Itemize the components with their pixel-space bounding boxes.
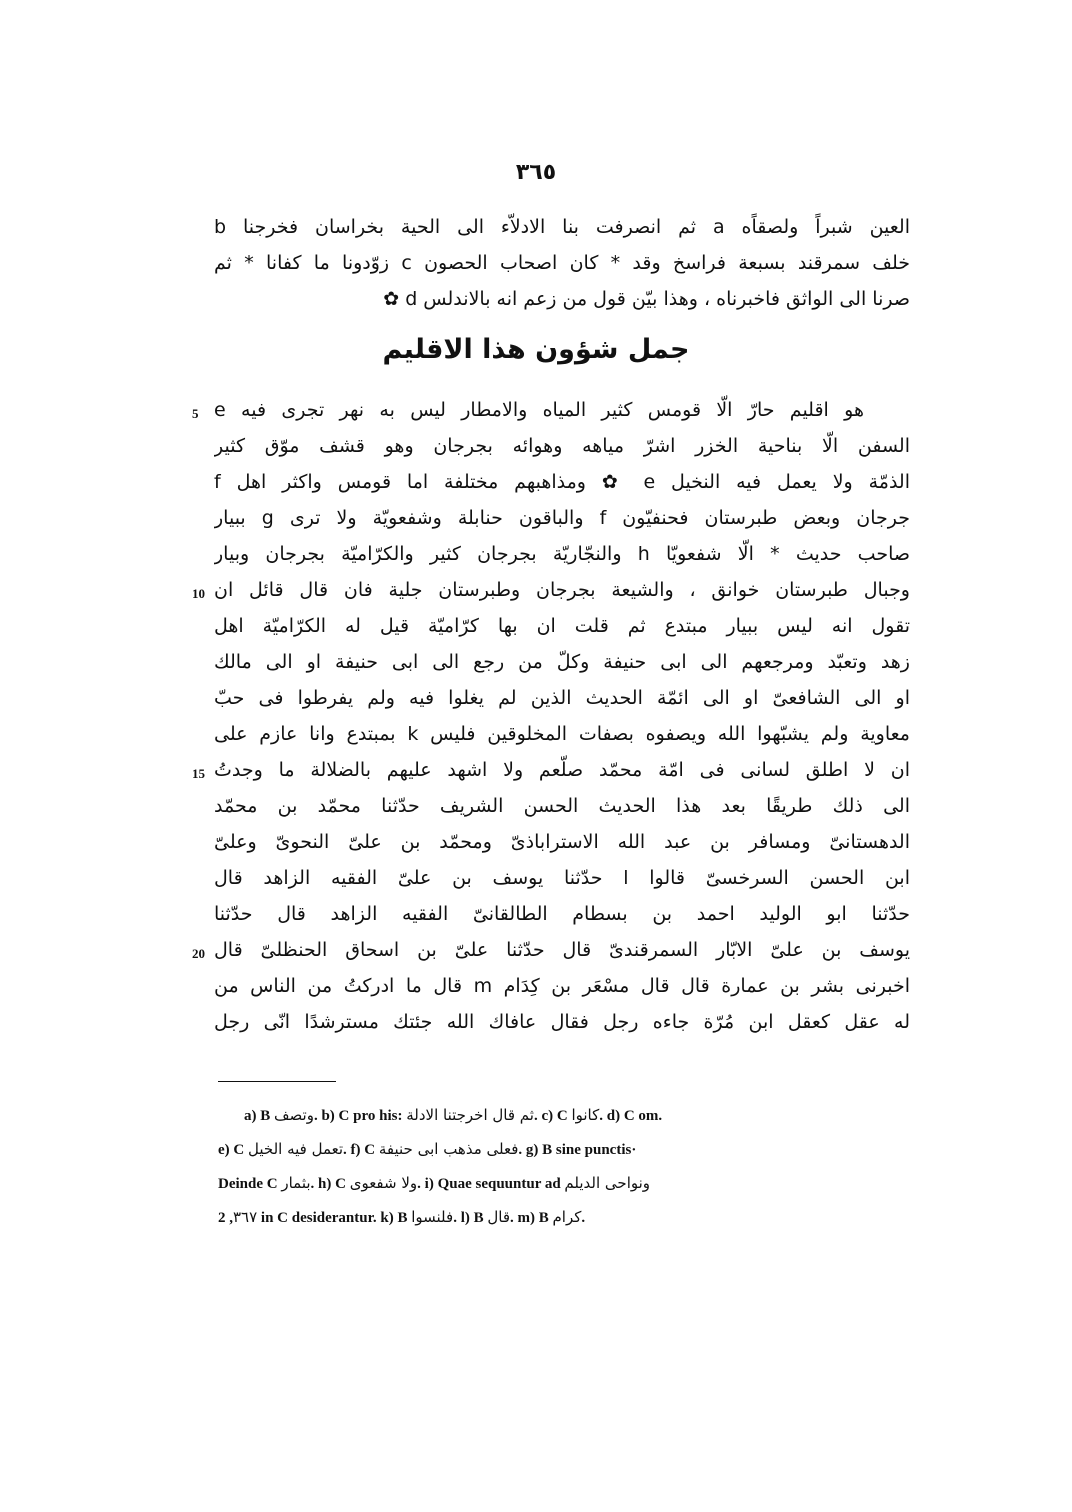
footnote-text: Deinde C <box>218 1176 282 1192</box>
line-number: 20 <box>192 946 205 961</box>
text-line: وجبال طبرستان خوانق ، والشيعة بجرجان وطبرستان جلية فان قال قائل ان <box>214 579 910 601</box>
footnote-text: . c) C <box>533 1108 572 1124</box>
footnote-arabic: وتصف <box>274 1106 314 1124</box>
text-line: جرجان وبعض طبرستان فحنفيّون f والباقون حنابلة وشفعويّة ولا ترى g ببيار <box>214 507 910 529</box>
footnote-line <box>218 1202 858 1232</box>
footnote-arabic: ثم قال اخرجتنا الادلة <box>406 1106 534 1124</box>
footnote-arabic: تعمل فيه الخيل <box>248 1140 344 1158</box>
text-line: ابن الحسن السرخسىّ قالوا l حدّثنا يوسف بن علىّ الفقيه الزاهد قال <box>214 867 910 889</box>
text-line: هو اقليم حارّ الّا قومس كثير المياه والامطار ليس به نهر تجرى فيه e <box>214 399 864 421</box>
footnote-arabic: ونواحى الديلم <box>564 1174 651 1192</box>
text-line: الى ذلك طريقًا بعد هذا الحديث الحسن الشريف حدّثنا محمّد بن محمّد <box>214 795 910 817</box>
footnote-arabic: فعلى مذهب ابى حنيفة <box>378 1140 519 1158</box>
text-line: اخبرنى بشر بن عمارة قال قال مسْعَر بن كِدَام m قال ما ادركتُ من الناس من <box>214 975 910 997</box>
footnote-text: . h) C <box>310 1176 350 1192</box>
footnote-text: , 2 in C desiderantur. k) B <box>218 1210 412 1226</box>
line-number: 5 <box>192 406 199 421</box>
line-number: 15 <box>192 766 205 781</box>
text-line: الدهستانىّ ومسافر بن عبد الله الاستراباذىّ ومحمّد بن علىّ النحوىّ وعلىّ <box>214 831 910 853</box>
footnote-line <box>244 1100 884 1130</box>
text-line: صرنا الى الواثق فاخبرناه ، وهذا بيّن قول من زعم انه بالاندلس d ✿ <box>383 288 910 310</box>
footnote-text: . <box>581 1210 586 1226</box>
text-line: تقول انه ليس ببيار مبتدع ثم قلت ان بها كرّاميّة قيل له الكرّاميّة اهل <box>214 615 910 637</box>
text-line: العين شبراً ولصقاًه a ثم انصرفت بنا الادلاّء الى الحية بخراسان فخرجنا b <box>214 216 910 238</box>
text-line: السفن الّا بناحية الخزر اشرّ مياهه وهوائه بجرجان وهو قشف موّق كثير <box>214 435 910 457</box>
footnote-text: . g) B sine punctis· <box>518 1142 637 1158</box>
footnote-arabic: ٣٦٧ <box>233 1208 258 1226</box>
text-line: ان لا اطلق لسانى فى امّة محمّد صلّعم ولا اشهد عليهم بالضلالة ما وجدتُ <box>214 759 910 781</box>
footnote-arabic: ولا شفعوى <box>349 1174 418 1192</box>
footnote-text: . l) B <box>453 1210 488 1226</box>
footnote-line <box>218 1134 858 1164</box>
footnote-arabic: كانوا <box>571 1106 600 1124</box>
footnote-text: . f) C <box>343 1142 379 1158</box>
text-line: حدّثنا ابو الوليد احمد بن بسطام الطالقانىّ الفقيه الزاهد قال حدّثنا <box>214 903 910 925</box>
footnote-text: . d) C om. <box>599 1108 663 1124</box>
text-line: صاحب حديث * الّا شفعويّا h والنجّاريّة بجرجان كثير والكرّاميّة بجرجان وبيار <box>214 543 910 565</box>
footnote-text: . i) Quae sequuntur ad <box>417 1176 565 1192</box>
footnote-text: e) C <box>218 1142 248 1158</box>
text-line: له عقل كعقل ابن مُرّة جاءه رجل فقال عافاك الله جئتك مسترشدًا انّى رجل <box>214 1011 910 1033</box>
text-line: الذمّة ولا يعمل فيه النخيل e ✿ ومذاهبهم مختلفة اما قومس واكثر اهل f <box>214 471 910 493</box>
footnote-text: . m) B <box>510 1210 553 1226</box>
section-heading: جمل شؤون هذا الاقليم <box>382 334 690 365</box>
text-line: معاوية ولم يشبّهوا الله ويصفوه بصفات المخلوقين فليس k بمبتدع وانا عازم على <box>214 723 910 745</box>
footnote-arabic: بثمار <box>281 1174 311 1192</box>
line-number: 10 <box>192 586 205 601</box>
footnote-text: . b) C pro his: <box>313 1108 407 1124</box>
footnote-arabic: فلنسوا <box>411 1208 454 1226</box>
footnote-rule <box>218 1081 336 1082</box>
text-line: زهد وتعبّد ومرجعهم الى ابى حنيفة وكلّ من رجع الى ابى حنيفة او الى مالك <box>214 651 910 673</box>
footnote-text: a) B <box>244 1108 274 1124</box>
footnote-arabic: قال <box>487 1208 511 1226</box>
footnote-arabic: كرام <box>552 1208 582 1226</box>
text-line: يوسف بن علىّ الابّار السمرقندىّ قال حدّثنا علىّ بن اسحاق الحنظلىّ قال <box>214 939 910 961</box>
text-line: خلف سمرقند بسبعة فراسخ وقد * كان اصحاب الحصون c زوّدونا ما كفانا * ثم <box>214 252 910 274</box>
footnote-line <box>218 1168 858 1198</box>
text-line: او الى الشافعىّ او الى ائمّة الحديث الذين لم يغلوا فيه ولم يفرطوا فى حبّ <box>214 687 910 709</box>
page-number: ٣٦٥ <box>515 160 557 185</box>
